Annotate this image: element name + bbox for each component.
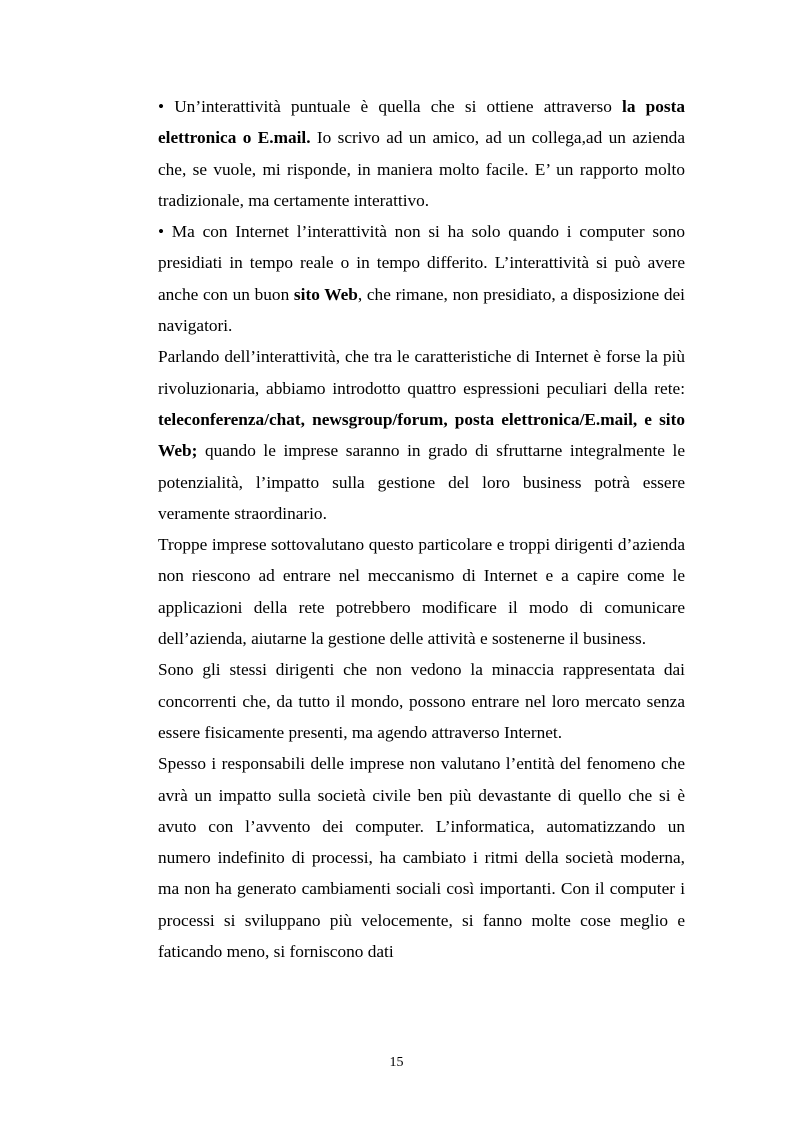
text-run: Parlando dell’interattività, che tra le caratteristiche di Internet è forse la più rivoluzionaria, abbiamo introdotto quattro espressioni peculiari della rete: bbox=[158, 347, 685, 398]
text-run: quando le imprese saranno in grado di sfruttarne integralmente le potenzialità, l’impatto sulla gestione del loro business potrà essere veramente straordinario. bbox=[158, 441, 685, 523]
text-run: • Ma con Internet l’interattività non si ha solo quando i computer sono presidiati in tempo reale o in tempo differito. L’interattività si può avere anche con un buon bbox=[158, 222, 685, 304]
paragraph bbox=[158, 654, 685, 748]
body-text bbox=[158, 91, 685, 967]
bold-text: la posta elettronica o E.mail. bbox=[158, 97, 685, 148]
text-run: Sono gli stessi dirigenti che non vedono la minaccia rappresentata dai concorrenti che, da tutto il mondo, possono entrare nel loro mercato senza essere fisicamente presenti, ma agendo attraverso Internet. bbox=[158, 660, 685, 742]
bold-text: teleconferenza/chat, newsgroup/forum, posta elettronica/E.mail, e sito Web; bbox=[158, 409, 685, 461]
text-run: , che rimane, non presidiato, a disposizione dei navigatori. bbox=[158, 284, 685, 336]
text-run: Io scrivo ad un amico, ad un collega,ad un azienda che, se vuole, mi risponde, in maniera molto facile. E’ un rapporto molto tradizionale, ma certamente interattivo. bbox=[158, 128, 685, 210]
bold-text: sito Web bbox=[293, 284, 358, 304]
text-run: Spesso i responsabili delle imprese non valutano l’entità del fenomeno che avrà un impatto sulla società civile ben più devastante di quello che si è avuto con l’avvento dei computer. L’informatica, automatizzando un numero indefinito di processi, ha cambiato i ritmi della società moderna, ma non ha generato cambiamenti sociali così importanti. Con il computer i processi si sviluppano più velocemente, si fanno molte cose meglio e faticando meno, si forniscono dati bbox=[158, 754, 685, 962]
page-number: 15 bbox=[389, 1055, 404, 1070]
text-run: Troppe imprese sottovalutano questo particolare e troppi dirigenti d’azienda non riescono ad entrare nel meccanismo di Internet e a capire come le applicazioni della rete potrebbero modificare il modo di comunicare dell’azienda, aiutarne la gestione delle attività e sostenerne il business. bbox=[158, 535, 685, 649]
paragraph bbox=[158, 91, 685, 216]
text-run: • Un’interattività puntuale è quella che si ottiene attraverso bbox=[158, 97, 623, 116]
paragraph bbox=[158, 216, 685, 341]
paragraph bbox=[158, 529, 685, 654]
paragraph bbox=[158, 748, 685, 967]
paragraph bbox=[158, 341, 685, 529]
